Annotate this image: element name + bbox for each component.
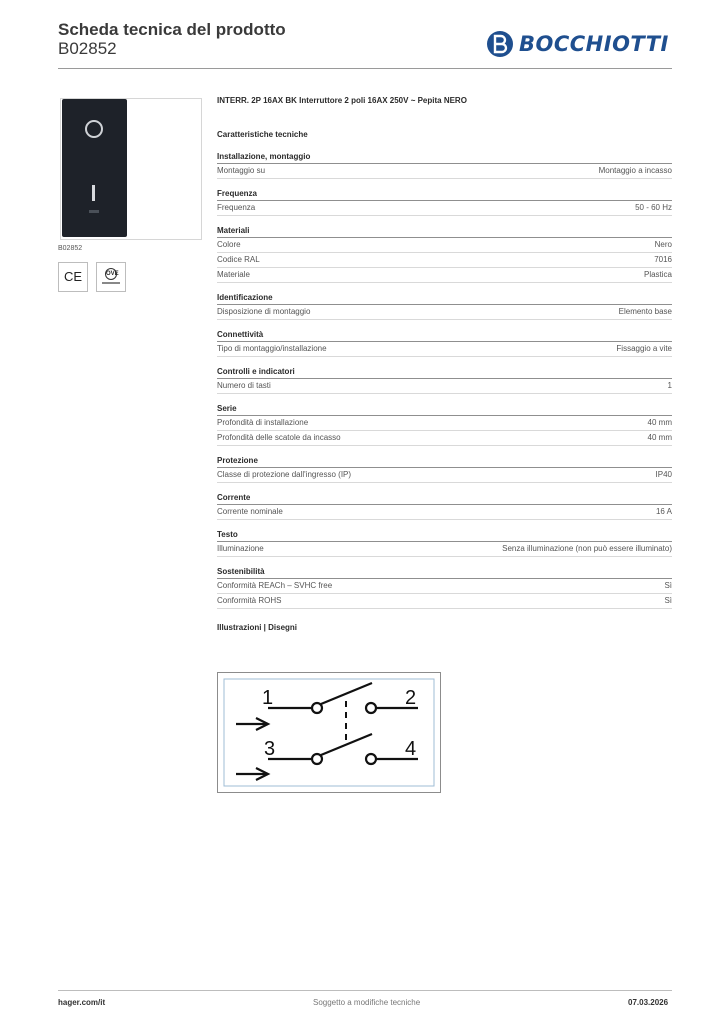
spec-label: Materiale [217,270,250,279]
spec-label: Tipo di montaggio/installazione [217,344,327,353]
spec-group [217,152,672,179]
spec-value: 16 A [655,507,672,516]
spec-value: 40 mm [647,418,672,427]
spec-label: Illuminazione [217,544,264,553]
spec-group-title: Serie [217,404,672,416]
spec-group [217,189,672,216]
spec-row [217,201,672,216]
terminal-3-label: 3 [264,738,276,760]
terminal-2-label: 2 [405,687,417,709]
switch-ring-icon [85,120,103,138]
spec-label: Conformità ROHS [217,596,282,605]
spec-value: Nero [654,240,672,249]
spec-panel [217,96,672,635]
spec-value: Sì [664,596,672,605]
spec-group-title: Connettività [217,330,672,342]
upper-contact [268,683,418,713]
spec-value: 1 [667,381,672,390]
spec-group [217,367,672,394]
spec-label: Profondità di installazione [217,418,309,427]
page-title: Scheda tecnica del prodotto [58,20,286,39]
terminal-4-label: 4 [405,738,417,760]
spec-value: Fissaggio a vite [616,344,672,353]
spec-value: 50 - 60 Hz [635,203,672,212]
terminal-1-label: 1 [262,687,274,709]
spec-group [217,530,672,557]
spec-group-title: Materiali [217,226,672,238]
brand-name: BOCCHIOTTI [519,32,669,56]
spec-label: Numero di tasti [217,381,271,390]
spec-group [217,567,672,609]
spec-label: Montaggio su [217,166,266,175]
wiring-diagram [217,672,441,793]
spec-label: Conformità REACh – SVHC free [217,581,333,590]
spec-row [217,268,672,283]
switch-rocker-mark [92,185,95,201]
footer-date: 07.03.2026 [628,998,669,1007]
spec-group-title: Frequenza [217,189,672,201]
spec-value: Sì [664,581,672,590]
ove-mark-icon [96,262,126,292]
brand-logo [486,28,672,60]
ove-mark-symbol: OVE [105,268,117,280]
spec-label: Classe di protezione dall'ingresso (IP) [217,470,352,479]
spec-group [217,456,672,483]
spec-row [217,594,672,609]
spec-group [217,330,672,357]
spec-group-title: Sostenibilità [217,567,672,579]
spec-row [217,468,672,483]
spec-section-title: Caratteristiche tecniche [217,130,308,139]
footer-notice: Soggetto a modifiche tecniche [313,998,421,1007]
spec-row [217,238,672,253]
spec-value: Senza illuminazione (non può essere illuminato) [502,544,672,553]
spec-row [217,431,672,446]
spec-groups [217,152,672,609]
header-divider [58,68,672,69]
spec-group-title: Protezione [217,456,672,468]
spec-value: Elemento base [618,307,672,316]
spec-group [217,493,672,520]
switch-schematic [218,673,440,792]
spec-row [217,542,672,557]
image-caption: B02852 [58,245,83,252]
spec-row [217,579,672,594]
spec-label: Frequenza [217,203,256,212]
spec-group-title: Corrente [217,493,672,505]
spec-value: Montaggio a incasso [598,166,672,175]
spec-row [217,253,672,268]
switch-led-window [89,210,99,213]
ove-mark-underline [102,282,120,284]
ce-mark-icon: CE [58,262,88,292]
product-code: B02852 [58,39,117,58]
product-description: INTERR. 2P 16AX BK Interruttore 2 poli 16AX 250V ~ Pepita NERO [217,96,467,105]
spec-value: Plastica [643,270,672,279]
spec-label: Corrente nominale [217,507,283,516]
spec-value: 7016 [654,255,672,264]
spec-row [217,379,672,394]
spec-label: Codice RAL [217,255,260,264]
spec-group-title: Installazione, montaggio [217,152,672,164]
spec-row [217,416,672,431]
input-arrow-upper [236,718,268,730]
footer-website[interactable]: hager.com/it [58,998,106,1007]
spec-group [217,226,672,283]
spec-label: Colore [217,240,241,249]
spec-group [217,404,672,446]
spec-group-title: Testo [217,530,672,542]
spec-row [217,164,672,179]
switch-plate-image [62,99,127,237]
spec-row [217,342,672,357]
diagram-frame [224,679,434,786]
spec-group-title: Identificazione [217,293,672,305]
illustrations-title: Illustrazioni | Disegni [217,623,298,632]
spec-value: 40 mm [647,433,672,442]
spec-group [217,293,672,320]
spec-label: Disposizione di montaggio [217,307,311,316]
spec-label: Profondità delle scatole da incasso [217,433,341,442]
spec-value: IP40 [655,470,672,479]
spec-row [217,305,672,320]
lower-contact [268,734,418,764]
input-arrow-lower [236,768,268,780]
spec-row [217,505,672,520]
brand-emblem-icon [486,30,514,58]
spec-group-title: Controlli e indicatori [217,367,672,379]
footer-divider [58,990,672,991]
